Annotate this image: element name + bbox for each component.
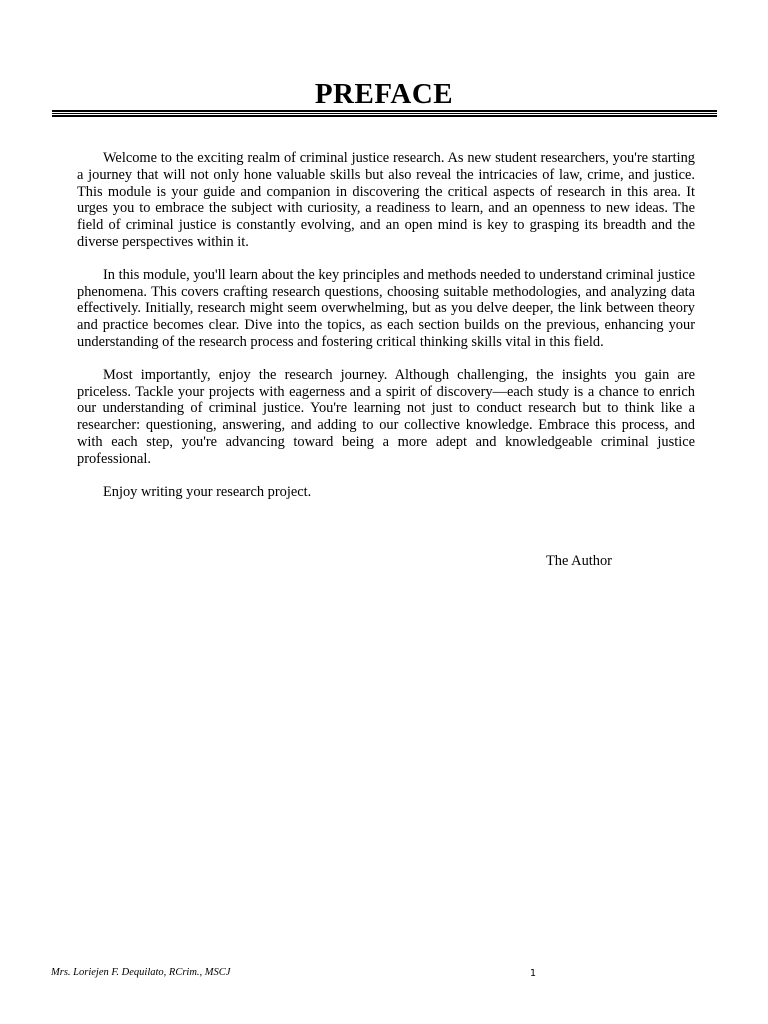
paragraph-enjoy-journey: Most importantly, enjoy the research journey. Although challenging, the insights you gain are priceless. Tackle your projects with eagerness and a spirit of discovery—each study is a chance to enrich our understanding of criminal justice. You're learning not just to conduct research but to think like a researcher: questioning, answering, and adding to our collective knowledge. Embrace this process, and with each step, you're advancing toward being a more adept and knowledgeable criminal justice professional. <box>77 366 695 467</box>
title-double-rule <box>52 110 717 117</box>
preface-body <box>77 150 695 516</box>
paragraph-closing: Enjoy writing your research project. <box>103 483 312 500</box>
footer-page-number: 1 <box>530 968 537 979</box>
paragraph-welcome: Welcome to the exciting realm of criminal justice research. As new student researchers, you're starting a journey that will not only hone valuable skills but also reveal the intricacies of law, crime, and justice. This module is your guide and companion in discovering the critical aspects of research in this area. It urges you to embrace the subject with curiosity, a readiness to learn, and an openness to new ideas. The field of criminal justice is constantly evolving, and an open mind is key to grasping its breadth and the diverse perspectives within it. <box>77 150 695 250</box>
page-title: PREFACE <box>314 78 454 110</box>
signature: The Author <box>546 553 612 569</box>
paragraph-module-overview: In this module, you'll learn about the key principles and methods needed to understand criminal justice phenomena. This covers crafting research questions, choosing suitable methodologies, and analyzing data effectively. Initially, research might seem overwhelming, but as you delve deeper, the link between theory and practice becomes clear. Dive into the topics, as each section builds on the previous, enhancing your understanding of the research process and fostering critical thinking skills vital in this field. <box>77 266 695 350</box>
footer-author: Mrs. Loriejen F. Dequilato, RCrim., MSCJ <box>51 967 231 978</box>
